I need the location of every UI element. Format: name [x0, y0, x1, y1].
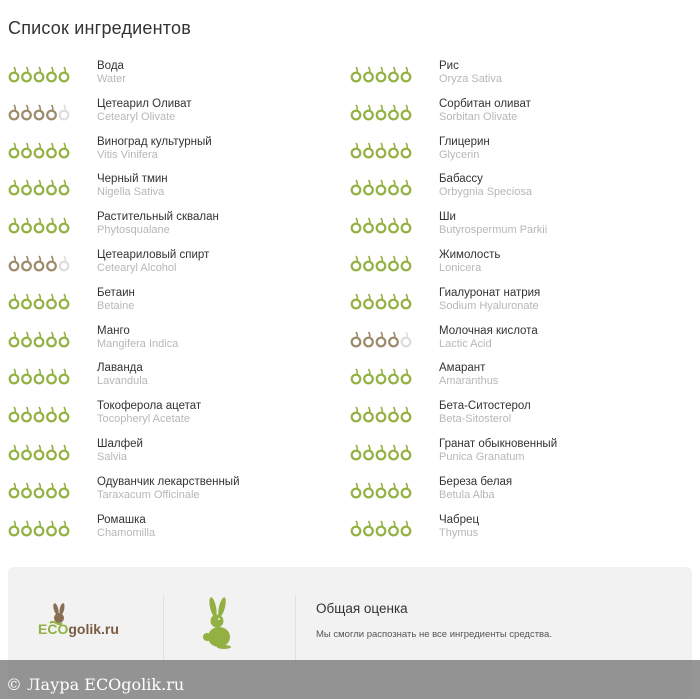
rating-drops-icon — [350, 216, 412, 234]
rating-drop — [35, 407, 44, 421]
rating-drop — [377, 483, 386, 497]
rating-drop — [10, 218, 19, 232]
rating-drop — [389, 67, 398, 81]
rating-drop — [60, 256, 69, 270]
ingredient-item[interactable] — [350, 325, 690, 359]
ingredient-latin-name: Glycerin — [439, 148, 480, 161]
ingredient-rating — [8, 103, 70, 121]
rating-drop — [22, 483, 31, 497]
logo-rest: golik.ru — [68, 621, 119, 637]
rating-drops-icon — [8, 65, 70, 83]
ingredient-latin-name: Nigella Sativa — [97, 186, 165, 199]
ingredient-name[interactable]: Гиалуронат натрия — [439, 286, 541, 299]
rating-drop — [35, 294, 44, 308]
rating-drop — [35, 369, 44, 383]
rating-drop — [47, 294, 56, 308]
ingredient-name[interactable]: Береза белая — [439, 475, 513, 488]
ingredient-name[interactable]: Жимолость — [439, 249, 501, 261]
ingredient-item[interactable] — [8, 98, 348, 132]
rating-drops-icon — [350, 519, 412, 537]
rating-drop — [47, 180, 56, 194]
ingredient-item[interactable] — [8, 362, 348, 396]
ingredient-rating — [350, 141, 412, 159]
ingredient-item[interactable] — [350, 476, 690, 510]
rating-drop — [22, 521, 31, 535]
rating-drop — [47, 143, 56, 157]
ingredient-item[interactable] — [8, 400, 348, 434]
rating-drops-icon — [8, 481, 70, 499]
rating-drop — [389, 369, 398, 383]
rating-drop — [47, 483, 56, 497]
rating-drop — [352, 256, 361, 270]
rating-drop — [47, 105, 56, 119]
overall-rating-note: Мы смогли распознать не все ингредиенты средства. — [316, 629, 552, 640]
ingredient-latin-name: Amaranthus — [439, 375, 499, 388]
rating-drop — [377, 445, 386, 459]
rating-drop — [352, 407, 361, 421]
ingredient-latin-name: Chamomilla — [97, 526, 156, 539]
rating-drop — [352, 218, 361, 232]
rating-drop — [60, 143, 69, 157]
ingredient-latin-name: Cetearyl Olivate — [97, 110, 176, 123]
rating-drop — [377, 180, 386, 194]
ingredient-item[interactable] — [8, 325, 348, 359]
rating-drop — [402, 369, 411, 383]
ingredient-rating — [350, 216, 412, 234]
ingredient-latin-name: Cetearyl Alcohol — [97, 262, 177, 274]
rating-drops-icon — [8, 519, 70, 537]
rating-drop — [22, 332, 31, 346]
ingredient-rating — [8, 178, 70, 196]
rating-drop — [402, 445, 411, 459]
ingredient-name[interactable]: Гранат обыкновенный — [439, 438, 558, 450]
ingredient-rating — [350, 65, 412, 83]
ingredient-rating — [350, 178, 412, 196]
ingredient-item[interactable] — [8, 438, 348, 472]
rating-drop — [377, 67, 386, 81]
rating-drop — [35, 180, 44, 194]
ingredient-name[interactable]: Ши — [439, 211, 456, 224]
ingredient-name[interactable]: Амарант — [439, 362, 486, 375]
rating-drop — [35, 67, 44, 81]
rating-drops-icon — [8, 178, 70, 196]
rating-drop — [389, 105, 398, 119]
rating-drop — [377, 105, 386, 119]
rating-drop — [389, 407, 398, 421]
rating-drop — [377, 332, 386, 346]
rating-drops-icon — [350, 443, 412, 461]
ingredient-rating — [350, 330, 412, 348]
rating-drop — [22, 218, 31, 232]
rating-drop — [35, 143, 44, 157]
ingredient-rating — [8, 216, 70, 234]
ingredient-name[interactable]: Токоферола ацетат — [97, 400, 202, 413]
rating-drop — [60, 105, 69, 119]
ingredient-latin-name: Vitis Vinifera — [97, 148, 158, 161]
rating-drops-icon — [8, 141, 70, 159]
rating-drop — [10, 407, 19, 421]
rating-drop — [47, 407, 56, 421]
rating-drop — [60, 180, 69, 194]
ingredient-name[interactable]: Манго — [97, 324, 130, 337]
rating-drop — [377, 521, 386, 535]
ingredient-name[interactable]: Шалфей — [97, 438, 143, 450]
ingredient-latin-name: Punica Granatum — [439, 451, 525, 463]
rating-drop — [352, 105, 361, 119]
rating-drop — [47, 332, 56, 346]
rating-drop — [22, 294, 31, 308]
ingredient-item[interactable] — [8, 60, 348, 94]
rating-drop — [10, 445, 19, 459]
rating-drop — [389, 332, 398, 346]
rating-drop — [22, 256, 31, 270]
ingredient-item[interactable] — [350, 173, 690, 207]
ingredient-rating — [8, 481, 70, 499]
rating-drop — [402, 294, 411, 308]
rating-drop — [364, 67, 373, 81]
rating-drop — [402, 67, 411, 81]
rating-drop — [10, 521, 19, 535]
ingredient-latin-name: Sorbitan Olivate — [439, 110, 518, 123]
ingredient-item[interactable] — [8, 173, 348, 207]
rating-drops-icon — [8, 443, 70, 461]
ingredient-name[interactable]: Растительный сквалан — [97, 211, 219, 224]
rating-drop — [352, 483, 361, 497]
rating-drop — [402, 407, 411, 421]
rating-drop — [60, 218, 69, 232]
rating-drops-icon — [8, 216, 70, 234]
ingredient-item[interactable] — [350, 136, 690, 170]
rating-drop — [47, 521, 56, 535]
rating-drop — [389, 143, 398, 157]
rating-drop — [35, 521, 44, 535]
rating-drop — [352, 67, 361, 81]
ingredient-latin-name: Betaine — [97, 299, 135, 312]
ingredient-rating — [8, 367, 70, 385]
ingredient-rating — [8, 141, 70, 159]
logo-text — [38, 621, 119, 637]
rating-drop — [22, 105, 31, 119]
rating-drop — [402, 521, 411, 535]
ingredient-item[interactable] — [8, 211, 348, 245]
ingredient-latin-name: Salvia — [97, 451, 127, 463]
rating-drops-icon — [8, 292, 70, 310]
ingredient-rating — [350, 481, 412, 499]
rating-drop — [402, 105, 411, 119]
ingredient-name[interactable]: Цетеариловый спирт — [97, 249, 210, 261]
rating-drop — [22, 143, 31, 157]
ingredient-latin-name: Orbygnia Speciosa — [439, 186, 532, 199]
ingredient-name[interactable]: Молочная кислота — [439, 324, 538, 337]
rating-drop — [60, 67, 69, 81]
rating-drop — [47, 218, 56, 232]
rating-drop — [35, 332, 44, 346]
rating-drop — [10, 105, 19, 119]
rating-drop — [364, 483, 373, 497]
rating-drop — [10, 294, 19, 308]
rating-drop — [60, 445, 69, 459]
rating-drop — [389, 483, 398, 497]
rating-drop — [364, 294, 373, 308]
rating-drop — [35, 105, 44, 119]
rating-drop — [364, 143, 373, 157]
rating-drops-icon — [350, 103, 412, 121]
rating-drop — [402, 218, 411, 232]
rating-drop — [352, 521, 361, 535]
rating-drop — [364, 407, 373, 421]
ingredient-rating — [350, 443, 412, 461]
rating-drop — [389, 180, 398, 194]
ingredient-item[interactable] — [350, 514, 690, 548]
rating-drops-icon — [350, 254, 412, 272]
ingredient-name[interactable]: Одуванчик лекарственный — [97, 475, 240, 488]
ingredient-name[interactable]: Виноград культурный — [97, 135, 212, 148]
rating-drop — [22, 369, 31, 383]
rating-drops-icon — [350, 65, 412, 83]
ingredient-item[interactable] — [8, 514, 348, 548]
ingredient-latin-name: Oryza Sativa — [439, 73, 502, 85]
rating-drop — [364, 105, 373, 119]
logo-eco: ECO — [38, 621, 69, 637]
rating-drops-icon — [8, 330, 70, 348]
rabbit-rating-icon — [198, 597, 238, 649]
ingredient-item[interactable] — [8, 287, 348, 321]
rating-drop — [47, 445, 56, 459]
ingredient-rating — [8, 65, 70, 83]
rating-drop — [402, 143, 411, 157]
rating-drop — [47, 256, 56, 270]
rating-drop — [377, 369, 386, 383]
rating-drop — [364, 521, 373, 535]
rating-drop — [352, 180, 361, 194]
ingredient-latin-name: Butyrospermum Parkii — [439, 224, 548, 237]
ingredient-rating — [350, 254, 412, 272]
ingredient-rating — [8, 292, 70, 310]
rating-drop — [364, 445, 373, 459]
rating-drop — [377, 218, 386, 232]
rating-drop — [60, 369, 69, 383]
rating-drop — [60, 407, 69, 421]
ingredient-item[interactable] — [8, 136, 348, 170]
ingredient-rating — [8, 405, 70, 423]
rating-drop — [10, 332, 19, 346]
rating-drop — [364, 256, 373, 270]
rating-drop — [377, 407, 386, 421]
ingredient-item[interactable] — [350, 211, 690, 245]
ingredient-name[interactable]: Рис — [439, 60, 459, 72]
ingredient-rating — [8, 443, 70, 461]
rating-drop — [35, 445, 44, 459]
rating-drop — [22, 445, 31, 459]
rating-drop — [402, 332, 411, 346]
ingredient-latin-name: Lavandula — [97, 375, 148, 388]
ingredient-item[interactable] — [350, 362, 690, 396]
ingredient-name[interactable]: Цетеарил Оливат — [97, 97, 192, 110]
ingredient-latin-name: Betula Alba — [439, 488, 495, 501]
ingredient-latin-name: Tocopheryl Acetate — [97, 413, 190, 426]
divider — [163, 595, 164, 665]
ingredient-name[interactable]: Чабрец — [439, 513, 480, 526]
rating-drop — [364, 180, 373, 194]
rating-drop — [22, 407, 31, 421]
ingredient-item[interactable] — [350, 287, 690, 321]
ingredient-latin-name: Phytosqualane — [97, 224, 170, 237]
ingredient-name[interactable]: Бета-Ситостерол — [439, 400, 531, 413]
divider — [295, 595, 296, 665]
ingredient-rating — [350, 367, 412, 385]
rating-drop — [10, 67, 19, 81]
rating-drop — [352, 332, 361, 346]
ingredient-rating — [8, 254, 70, 272]
rating-drops-icon — [350, 405, 412, 423]
ingredient-name[interactable]: Черный тмин — [97, 173, 168, 186]
ingredient-rating — [8, 519, 70, 537]
ingredient-name[interactable]: Ромашка — [97, 513, 146, 526]
rating-drop — [389, 218, 398, 232]
ingredient-name[interactable]: Сорбитан оливат — [439, 97, 531, 110]
rating-drop — [35, 256, 44, 270]
rating-drop — [364, 332, 373, 346]
rating-drop — [377, 143, 386, 157]
ingredient-item[interactable] — [350, 438, 690, 472]
rating-drop — [352, 445, 361, 459]
rating-drop — [60, 332, 69, 346]
ingredient-latin-name: Taraxacum Officinale — [97, 488, 200, 501]
rating-drop — [364, 218, 373, 232]
ingredient-latin-name: Lonicera — [439, 262, 482, 274]
rating-drops-icon — [350, 330, 412, 348]
rating-drop — [35, 483, 44, 497]
rating-drop — [364, 369, 373, 383]
rating-drop — [10, 256, 19, 270]
rating-drops-icon — [350, 141, 412, 159]
watermark: © Лаура ECOgolik.ru — [6, 675, 185, 694]
ingredient-item[interactable] — [350, 60, 690, 94]
rating-drop — [389, 256, 398, 270]
ingredient-latin-name: Thymus — [439, 526, 479, 539]
rating-drop — [389, 294, 398, 308]
rating-drops-icon — [350, 367, 412, 385]
ingredient-item[interactable] — [350, 249, 690, 283]
ingredient-rating — [350, 103, 412, 121]
rating-drop — [10, 369, 19, 383]
rating-drops-icon — [8, 103, 70, 121]
ingredient-latin-name: Beta-Sitosterol — [439, 413, 512, 426]
rating-drop — [402, 256, 411, 270]
rating-drop — [402, 180, 411, 194]
ingredient-rating — [350, 405, 412, 423]
rating-drop — [10, 143, 19, 157]
rating-drop — [402, 483, 411, 497]
ingredient-item[interactable] — [350, 98, 690, 132]
rating-drop — [389, 521, 398, 535]
rating-drop — [377, 294, 386, 308]
page-title: Список ингредиентов — [8, 18, 192, 38]
ingredient-name[interactable]: Вода — [97, 60, 124, 72]
ingredient-item[interactable] — [8, 476, 348, 510]
rating-drops-icon — [8, 405, 70, 423]
overall-rating-title: Общая оценка — [316, 601, 408, 616]
rating-drops-icon — [8, 367, 70, 385]
rating-drop — [352, 369, 361, 383]
rating-drop — [35, 218, 44, 232]
ingredient-name[interactable]: Бетаин — [97, 286, 135, 299]
rating-drops-icon — [8, 254, 70, 272]
rating-drops-icon — [350, 292, 412, 310]
rating-drop — [47, 67, 56, 81]
rating-drop — [22, 180, 31, 194]
rating-drops-icon — [350, 481, 412, 499]
rating-drop — [60, 521, 69, 535]
ingredient-latin-name: Mangifera Indica — [97, 337, 179, 350]
ingredient-name[interactable]: Лаванда — [97, 362, 143, 375]
rating-drop — [377, 256, 386, 270]
ingredient-rating — [350, 519, 412, 537]
rating-drop — [47, 369, 56, 383]
ingredient-latin-name: Water — [97, 73, 126, 85]
rating-drop — [352, 143, 361, 157]
ingredient-rating — [8, 330, 70, 348]
ingredient-latin-name: Lactic Acid — [439, 337, 492, 350]
ingredient-rating — [350, 292, 412, 310]
ingredient-item[interactable] — [350, 400, 690, 434]
rating-drops-icon — [350, 178, 412, 196]
ingredient-name[interactable]: Бабассу — [439, 173, 483, 186]
ingredient-name[interactable]: Глицерин — [439, 135, 490, 148]
rating-drop — [10, 483, 19, 497]
rating-drop — [10, 180, 19, 194]
ingredient-latin-name: Sodium Hyaluronate — [439, 299, 539, 312]
rating-drop — [389, 445, 398, 459]
rating-drop — [352, 294, 361, 308]
rating-drop — [60, 483, 69, 497]
ingredient-item[interactable] — [8, 249, 348, 283]
rating-drop — [60, 294, 69, 308]
rating-drop — [22, 67, 31, 81]
